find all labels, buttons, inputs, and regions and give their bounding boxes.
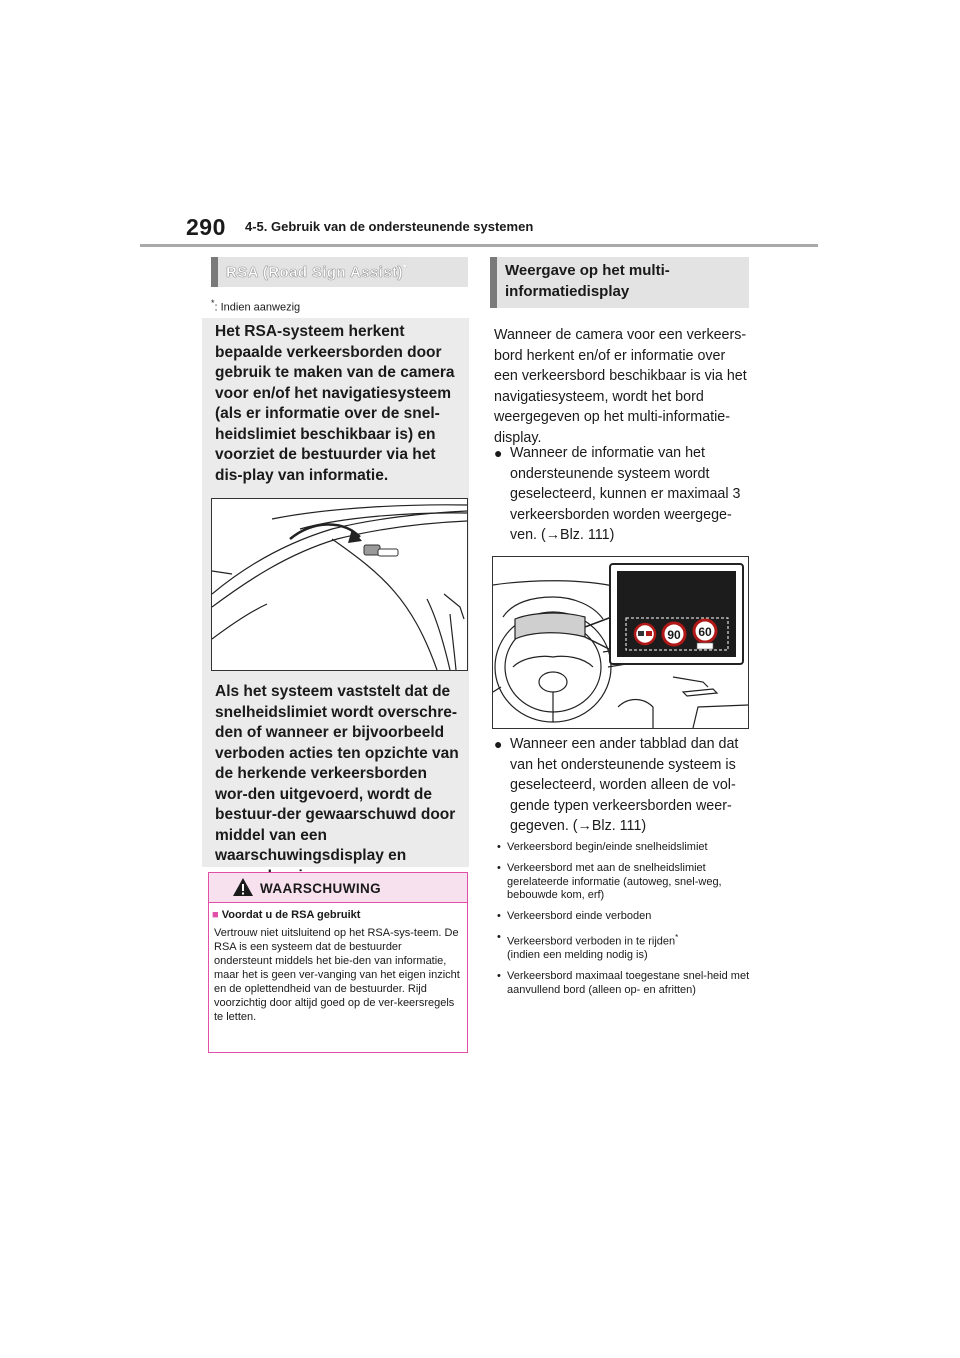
list-item xyxy=(497,931,752,963)
rsa-section-heading xyxy=(211,257,468,287)
warning-triangle-icon xyxy=(232,877,254,897)
list-item: • Verkeersbord einde verboden xyxy=(497,910,752,924)
footnote-text: : Indien aanwezig xyxy=(214,301,301,314)
list-item-mark: * xyxy=(675,933,679,942)
sign-type-list xyxy=(497,841,752,1005)
instrument-cluster-illustration xyxy=(492,556,749,729)
speed-sign-90: 90 xyxy=(667,628,681,642)
windshield-camera-drawing xyxy=(212,499,467,670)
cluster-drawing xyxy=(493,557,748,728)
header-rule xyxy=(140,244,818,247)
list-item: • Verkeersbord maximaal toegestane snel-heid met aanvullend bord (alleen op- en afritten) xyxy=(497,970,752,997)
intro-text: Het RSA-systeem herkent bepaalde verkeersborden door gebruik te maken van de camera voor en/of het navigatiesysteem (als er informatie over de snel-heidslimiet beschikbaar is) en voorziet de bestuurder via het dis-play van informatie. xyxy=(215,323,455,484)
display-intro-paragraph: Wanneer de camera voor een verkeers-bord herkent en/of er informatie over een verkeersbord beschikbaar is via het navigatiesysteem, wordt het bord weergegeven op het multi-informatie-display. xyxy=(494,327,747,446)
speed-sign-60: 60 xyxy=(698,625,712,639)
warning-behaviour-text: Als het systeem vaststelt dat de snelheidslimiet wordt overschre-den of wanneer er bijvoorbeeld verboden acties ten opzichte van de herkende verkeersborden wor-den uitgevoerd, wordt de bestuur-der gewaarschuwd door middel van een waarschuwingsdisplay en xyxy=(215,683,459,864)
footnote xyxy=(211,298,300,314)
bullet-marker: ● xyxy=(494,445,503,461)
warning-subtitle xyxy=(212,909,360,921)
bullet-text: Wanneer de informatie van het ondersteunende systeem wordt geselecteerd, kunnen er maximaal 3 verkeersborden worden weergege-ven. (→Blz. 111) xyxy=(510,445,741,543)
warning-subtitle-text: Voordat u de RSA gebruikt xyxy=(221,909,361,921)
page-number: 290 xyxy=(186,214,226,240)
rsa-heading-text: RSA (Road Sign Assist) xyxy=(226,264,403,281)
bullet-item xyxy=(494,734,752,837)
warning-square-marker: ■ xyxy=(212,909,219,921)
list-item-cont: (indien een melding nodig is) xyxy=(507,949,648,962)
warning-body: Vertrouw niet uitsluitend op het RSA-sys-teem. De RSA is een systeem dat de bestuurder ondersteunt middels het bie-den van informatie, maar het is geen ver-vanging van het eigen inzicht en de oplettendheid van de bestuurder. Rijd voorzichtig door altijd goed op de ver-keersregels te letten. xyxy=(214,927,460,1023)
list-item: • Verkeersbord met aan de snelheidslimiet gerelateerde informatie (autoweg, snel-weg, bebouwde kom, erf) xyxy=(497,862,752,903)
section-title: 4-5. Gebruik van de ondersteunende systemen xyxy=(245,219,534,234)
display-section-heading: Weergave op het multi-informatiedisplay xyxy=(490,257,749,308)
list-item-text: Verkeersbord verboden in te rijden xyxy=(507,935,676,948)
warning-title: WAARSCHUWING xyxy=(260,881,382,896)
bullet-text: Wanneer een ander tabblad dan dat van het ondersteunende systeem is geselecteerd, worden alleen de vol-gende typen verkeersborden weer-gegeven. (→Blz. 111) xyxy=(510,736,739,834)
camera-illustration xyxy=(211,498,468,671)
rsa-heading-mark: * xyxy=(402,263,408,274)
footnote-mark: * xyxy=(211,298,215,308)
bullet-marker: ● xyxy=(494,736,503,752)
bullet-item xyxy=(494,443,752,546)
list-item: • Verkeersbord begin/einde snelheidslimiet xyxy=(497,841,752,855)
